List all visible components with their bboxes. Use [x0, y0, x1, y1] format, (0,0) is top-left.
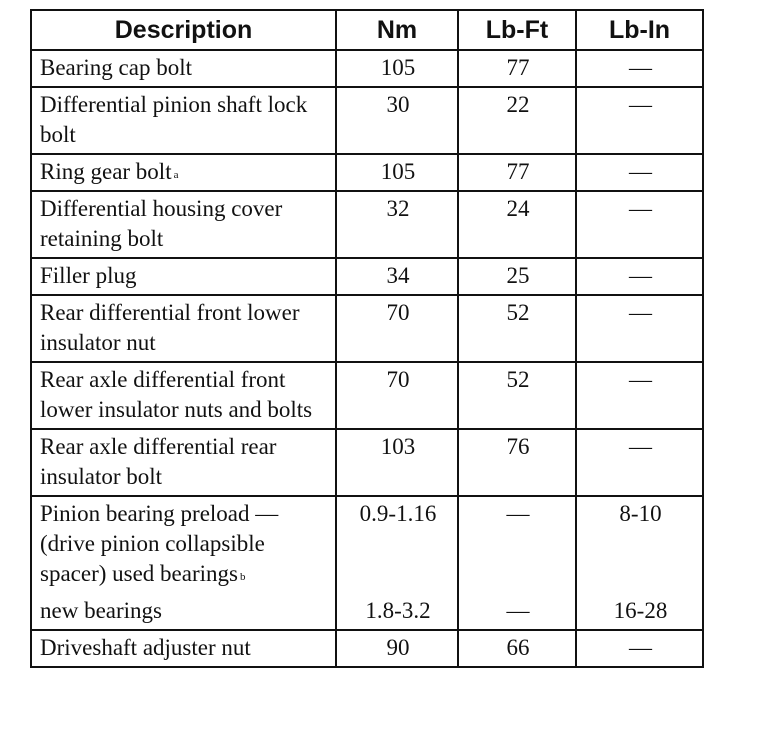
lb-in-cell: — — [576, 429, 703, 496]
table-row — [31, 154, 703, 191]
description-cell: Differential pinion shaft lock bolt — [31, 87, 336, 154]
lb-ft-cell: 52 — [458, 362, 576, 429]
description-cell: Differential housing cover retaining bolt — [31, 191, 336, 258]
description-cell — [31, 154, 336, 191]
lb-in-cell: — — [576, 258, 703, 295]
header-description: Description — [31, 10, 336, 50]
header-lb-in: Lb-In — [576, 10, 703, 50]
header-nm: Nm — [336, 10, 458, 50]
footnote-marker: b — [239, 571, 246, 583]
lb-ft-sub-value: — — [506, 598, 530, 623]
table-row — [31, 295, 703, 362]
table-row — [31, 496, 703, 630]
lb-in-cell: — — [576, 87, 703, 154]
description-cell: Filler plug — [31, 258, 336, 295]
table-row — [31, 362, 703, 429]
nm-cell: 34 — [336, 258, 458, 295]
lb-ft-cell: 22 — [458, 87, 576, 154]
lb-in-cell — [576, 496, 703, 630]
description-cell: Rear axle differential rear insulator bolt — [31, 429, 336, 496]
lb-ft-cell: 76 — [458, 429, 576, 496]
lb-ft-cell: 66 — [458, 630, 576, 667]
nm-cell: 103 — [336, 429, 458, 496]
table-row — [31, 429, 703, 496]
lb-in-sub-value: 16-28 — [613, 598, 668, 623]
lb-in-value: 8-10 — [619, 501, 662, 526]
lb-ft-cell: 77 — [458, 154, 576, 191]
description-cell: Driveshaft adjuster nut — [31, 630, 336, 667]
description-cell: Rear differential front lower insulator nut — [31, 295, 336, 362]
lb-in-cell: — — [576, 154, 703, 191]
table-row — [31, 191, 703, 258]
nm-cell: 70 — [336, 295, 458, 362]
table-row — [31, 258, 703, 295]
lb-in-cell: — — [576, 630, 703, 667]
header-row — [31, 10, 703, 50]
lb-in-cell: — — [576, 50, 703, 87]
description-cell — [31, 496, 336, 630]
footnote-marker: a — [173, 169, 179, 181]
description-text: Pinion bearing preload — (drive pinion collapsible spacer) used bearings — [40, 501, 279, 586]
nm-value: 0.9-1.16 — [359, 501, 437, 526]
header-lb-ft: Lb-Ft — [458, 10, 576, 50]
nm-cell: 70 — [336, 362, 458, 429]
lb-in-cell: — — [576, 191, 703, 258]
table-row — [31, 87, 703, 154]
nm-cell: 32 — [336, 191, 458, 258]
nm-cell — [336, 496, 458, 630]
lb-in-cell: — — [576, 362, 703, 429]
description-text: Ring gear bolt — [40, 159, 172, 184]
table-row — [31, 50, 703, 87]
lb-ft-cell: 77 — [458, 50, 576, 87]
description-cell: Rear axle differential front lower insulator nuts and bolts — [31, 362, 336, 429]
lb-ft-value: — — [506, 501, 530, 526]
sub-description-text: new bearings — [40, 598, 162, 623]
lb-ft-cell — [458, 496, 576, 630]
lb-ft-cell: 24 — [458, 191, 576, 258]
nm-cell: 105 — [336, 154, 458, 191]
description-cell: Bearing cap bolt — [31, 50, 336, 87]
torque-spec-table — [30, 9, 704, 668]
nm-sub-value: 1.8-3.2 — [365, 598, 431, 623]
nm-cell: 30 — [336, 87, 458, 154]
lb-ft-cell: 25 — [458, 258, 576, 295]
lb-in-cell: — — [576, 295, 703, 362]
lb-ft-cell: 52 — [458, 295, 576, 362]
nm-cell: 90 — [336, 630, 458, 667]
nm-cell: 105 — [336, 50, 458, 87]
table-row — [31, 630, 703, 667]
